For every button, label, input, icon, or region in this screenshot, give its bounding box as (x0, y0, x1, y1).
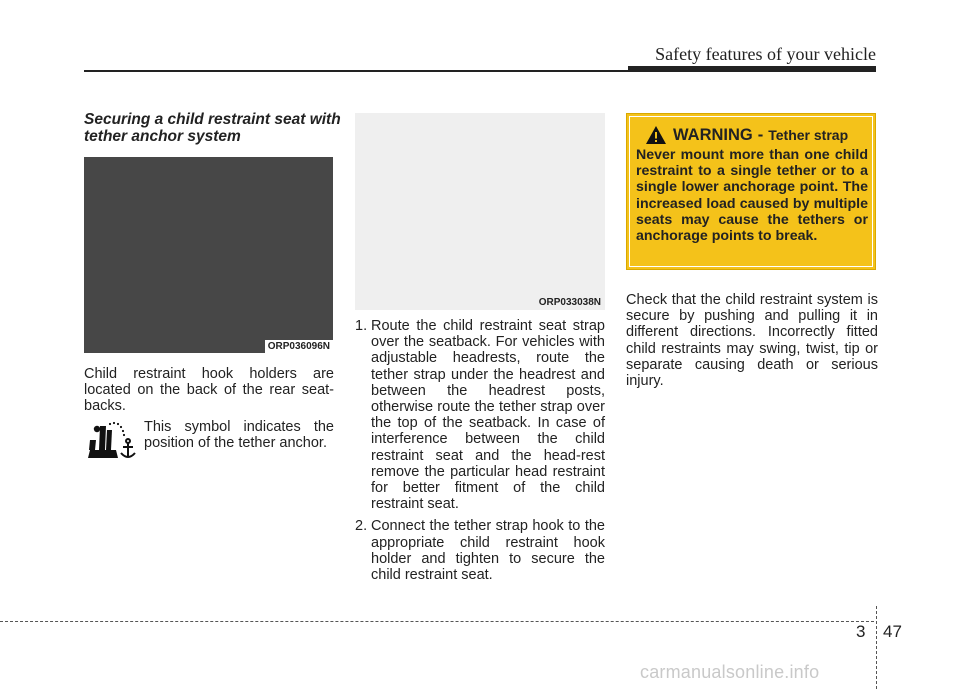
instruction-steps (355, 318, 605, 589)
step-text: Connect the tether strap hook to the appropriate child restraint hook holder and tighten to secure the child restraint seat. (371, 518, 605, 584)
step-number: 2. (355, 518, 368, 535)
footer-divider (876, 606, 877, 689)
page-header-title: Safety features of your vehicle (655, 44, 876, 64)
child-seat-tether-anchor-icon (86, 420, 138, 464)
warning-dash: - (757, 125, 764, 144)
section-heading: Securing a child restraint seat with tether anchor system (84, 111, 341, 145)
hook-holder-paragraph: Child restraint hook holders are located on the back of the rear seat-backs. (84, 366, 334, 415)
warning-text: Never mount more than one child restraint to a single tether or to a single lower anchorage point. The increased load caused by multiple seats may cause the tethers or anchorage points to break. (636, 147, 868, 245)
instruction-step (355, 318, 605, 512)
page-number: 47 (883, 622, 902, 641)
warning-box (626, 113, 876, 270)
instruction-step (355, 518, 605, 583)
warning-label: WARNING (673, 125, 753, 144)
footer-rule (0, 621, 874, 622)
watermark: carmanualsonline.info (640, 662, 820, 682)
figure-caption-left: ORP036096N (265, 340, 333, 353)
header-rule-accent (628, 66, 876, 72)
figure-hook-holders (84, 157, 333, 353)
symbol-description: This symbol indicates the position of the tether anchor. (144, 419, 334, 452)
figure-caption-right: ORP033038N (536, 296, 604, 309)
step-number: 1. (355, 318, 368, 334)
warning-header (645, 124, 848, 146)
figure-tether-routing (355, 113, 605, 310)
step-text: Route the child restraint seat strap over the seatback. For vehicles with adjustable headrests, route the tether strap under the headrest and between the headrest posts, otherwise route the tether strap over the top of the seatback. In case of interference between the child restraint seat and the head-rest remove the particular head restraint for better fitment of the child restraint seat. (371, 318, 605, 513)
chapter-number: 3 (856, 622, 866, 641)
warning-subject: Tether strap (768, 127, 849, 143)
check-restraint-paragraph: Check that the child restraint system is secure by pushing and pulling it in different directions. Incorrectly fitted child restraints may swing, twist, tip or separate causing death or serious injury. (626, 292, 878, 390)
warning-triangle-icon (645, 125, 667, 145)
